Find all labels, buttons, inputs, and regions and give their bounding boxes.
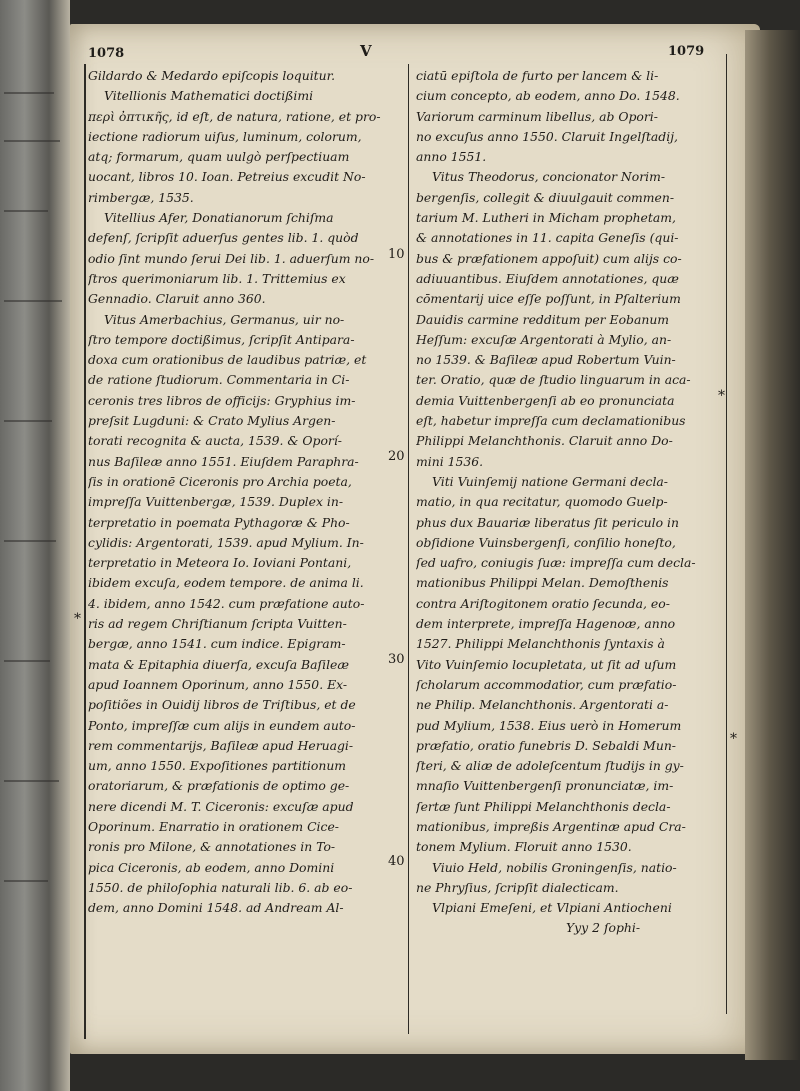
right-line: ter. Oratio, quæ de ſtudio linguarum in aca- — [416, 372, 691, 388]
page-number-right: 1079 — [668, 44, 705, 59]
left-line: ris ad regem Chriſtianum ſcripta Vuitten- — [88, 616, 347, 632]
right-line: ſcholarum accommodatior, cum præfatio- — [416, 676, 677, 692]
line-number: 10 — [388, 247, 405, 262]
right-line: phus dux Bauariæ liberatus ſit periculo in — [416, 514, 679, 530]
left-line: atq; formarum, quam uulgò perſpectiuam — [88, 149, 350, 165]
left-line: poſitiões in Ouidij libros de Triſtibus, et de — [88, 697, 356, 713]
left-line: Vitus Amerbachius, Germanus, uir no- — [104, 311, 345, 327]
right-line: Heſſum: excuſæ Argentorati à Mylio, an- — [416, 331, 672, 347]
right-line: ſed uafro, coniugis ſuæ: impreſſa cum decla- — [416, 555, 696, 571]
right-line: bergenſis, collegit & diuulgauit commen- — [416, 189, 675, 205]
left-line: Gennadio. Claruit anno 360. — [88, 291, 266, 307]
left-line: 1550. de philoſophia naturali lib. 6. ab eo- — [88, 879, 353, 895]
left-line: doxa cum orationibus de laudibus patriæ, et — [88, 352, 367, 368]
left-border-rule — [84, 64, 86, 1039]
right-line: Variorum carminum libellus, ab Opori- — [416, 108, 658, 124]
right-line: Dauidis carmine redditum per Eobanum — [416, 311, 670, 327]
left-line: de ratione ſtudiorum. Commentaria in Ci- — [88, 372, 350, 388]
right-line: & annotationes in 11. capita Geneſis (qui- — [416, 230, 679, 246]
left-line: oratoriarum, & præfationis de optimo ge- — [88, 778, 350, 794]
right-line: matio, in qua recitatur, quomodo Guelp- — [416, 494, 668, 510]
left-line: um, anno 1550. Expoſitiones partitionum — [88, 758, 347, 774]
left-line: uocant, libros 10. Ioan. Petreius excudit No- — [88, 169, 366, 185]
right-line: tarium M. Lutheri in Micham prophetam, — [416, 210, 676, 226]
left-line: 4. ibidem, anno 1542. cum præfatione auto- — [88, 595, 365, 611]
facing-page-edge — [0, 0, 70, 1091]
right-line: Vlpiani Emeſeni, et Vlpiani Antiocheni — [432, 900, 672, 916]
right-line: contra Ariſtogitonem oratio ſecunda, eo- — [416, 595, 670, 611]
left-line: torati recognita & aucta, 1539. & Oporí- — [88, 433, 342, 449]
right-line: tonem Mylium. Floruit anno 1530. — [416, 839, 632, 855]
right-line: no 1539. & Baſileæ apud Robertum Vuin- — [416, 352, 676, 368]
left-line: dem, anno Domini 1548. ad Andream Al- — [88, 900, 344, 916]
left-line: nere dicendi M. T. Ciceronis: excuſæ apud — [88, 798, 354, 814]
asterisk-mark: * — [718, 388, 725, 404]
left-column — [88, 66, 394, 918]
left-line: pica Ciceronis, ab eodem, anno Domini — [88, 859, 335, 875]
line-number: 30 — [388, 652, 405, 667]
left-line: cylidis: Argentorati, 1539. apud Mylium. In- — [88, 534, 364, 550]
right-line: eſt, habetur impreſſa cum declamationibus — [416, 413, 686, 429]
left-line: odio ſint mundo ſerui Dei lib. 1. aduerſum no- — [88, 250, 375, 266]
left-line: terpretatio in poemata Pythagoræ & Pho- — [88, 514, 350, 530]
right-line: Vito Vuinſemio locupletata, ut ſit ad uſum — [416, 656, 677, 672]
right-column — [416, 66, 718, 939]
left-line: ceronis tres libros de officijs: Gryphius im- — [88, 392, 356, 408]
right-line: demia Vuittenbergenſi ab eo pronunciata — [416, 392, 675, 408]
page-number-left: 1078 — [88, 46, 125, 61]
right-line: dem interprete, impreſſa Hagenoæ, anno — [416, 616, 676, 632]
right-line: mationibus, impreßis Argentinæ apud Cra- — [416, 818, 686, 834]
right-line: ſertæ ſunt Philippi Melanchthonis decla- — [416, 798, 671, 814]
left-line: ſtros querimoniarum lib. 1. Trittemius ex — [88, 270, 346, 286]
page-fore-edge — [745, 30, 800, 1060]
right-line: no excuſus anno 1550. Claruit Ingelſtadij, — [416, 128, 678, 144]
left-line: ronis pro Milone, & annotationes in To- — [88, 839, 336, 855]
left-line: Vitellionis Mathematici doctißimi — [104, 88, 314, 104]
left-line: Vitellius Afer, Donatianorum ſchiſma — [104, 210, 334, 226]
line-number: 40 — [388, 854, 405, 869]
right-line: ciatū epiſtola de furto per lancem & li- — [416, 68, 659, 83]
book-page — [70, 24, 760, 1054]
left-line: ſtro tempore doctißimus, ſcripſit Antipara- — [88, 331, 355, 347]
right-line: bus & præfationem appoſuit) cum alijs co- — [416, 250, 682, 266]
left-line: nus Baſileæ anno 1551. Eiuſdem Paraphra- — [88, 453, 359, 469]
right-border-rule — [726, 54, 727, 1014]
left-line: apud Ioannem Oporinum, anno 1550. Ex- — [88, 676, 348, 692]
right-line: obſidione Vuinsbergenſi, conſilio honeſto, — [416, 534, 676, 550]
right-line: mationibus Philippi Melan. Demoſthenis — [416, 575, 669, 591]
left-line: Gildardo & Medardo epiſcopis loquitur. — [88, 68, 336, 83]
left-line: rem commentarijs, Baſileæ apud Heruagi- — [88, 737, 354, 753]
right-line: Viuio Held, nobilis Groningenſis, natio- — [432, 859, 677, 875]
right-line: pud Mylium, 1538. Eius uerò in Homerum — [416, 717, 682, 733]
left-line: περὶ ὀπτικῆς, id eſt, de natura, ratione, et pro- — [88, 108, 381, 124]
center-rule — [408, 64, 409, 1034]
right-line: anno 1551. — [416, 149, 487, 165]
right-line: 1527. Philippi Melanchthonis ſyntaxis à — [416, 636, 665, 652]
right-line: ne Phryſius, ſcripſit dialecticam. — [416, 879, 619, 895]
signature-mark: V — [360, 42, 372, 60]
left-line: ſis in orationē Ciceronis pro Archia poeta, — [88, 473, 352, 489]
left-line: ibidem excuſa, eodem tempore. de anima li. — [88, 575, 364, 591]
right-line: mnaſio Vuittenbergenſi pronunciatæ, im- — [416, 778, 674, 794]
left-line: terpretatio in Meteora Io. Ioviani Pontani, — [88, 555, 352, 571]
left-line: iectione radiorum uiſus, luminum, colorum, — [88, 128, 362, 144]
right-line: præfatio, oratio funebris D. Sebaldi Mun- — [416, 737, 676, 753]
line-number: 20 — [388, 449, 405, 464]
left-line: mata & Epitaphia diuerſa, excuſa Baſileæ — [88, 656, 350, 672]
left-line: Ponto, impreſſæ cum alijs in eundem auto- — [88, 717, 356, 733]
right-line: cium concepto, ab eodem, anno Do. 1548. — [416, 88, 680, 104]
right-line: ſteri, & aliæ de adoleſcentum ſtudijs in gy- — [416, 758, 684, 774]
right-line: mini 1536. — [416, 453, 484, 469]
asterisk-mark: * — [730, 731, 737, 747]
left-line: Oporinum. Enarratio in orationem Cice- — [88, 818, 339, 834]
right-line: Philippi Melanchthonis. Claruit anno Do- — [416, 433, 673, 449]
right-line: cōmentarij uice eſſe poſſunt, in Pſalterium — [416, 291, 681, 307]
left-line: rimbergæ, 1535. — [88, 189, 194, 205]
asterisk-mark: * — [74, 611, 81, 627]
right-line: Viti Vuinſemij natione Germani decla- — [432, 473, 668, 489]
catchword-line: Yyy 2 ſophi- — [566, 920, 641, 936]
right-line: adiuuantibus. Eiuſdem annotationes, quæ — [416, 270, 679, 286]
left-line: defenſ, ſcripſit aduerſus gentes lib. 1. quòd — [88, 230, 359, 246]
left-line: impreſſa Vuittenbergæ, 1539. Duplex in- — [88, 494, 344, 510]
left-line: bergæ, anno 1541. cum indice. Epigram- — [88, 636, 346, 652]
left-line: preſsit Lugduni: & Crato Mylius Argen- — [88, 413, 336, 429]
right-line: Vitus Theodorus, concionator Norim- — [432, 169, 666, 185]
right-line: ne Philip. Melanchthonis. Argentorati a- — [416, 697, 669, 713]
